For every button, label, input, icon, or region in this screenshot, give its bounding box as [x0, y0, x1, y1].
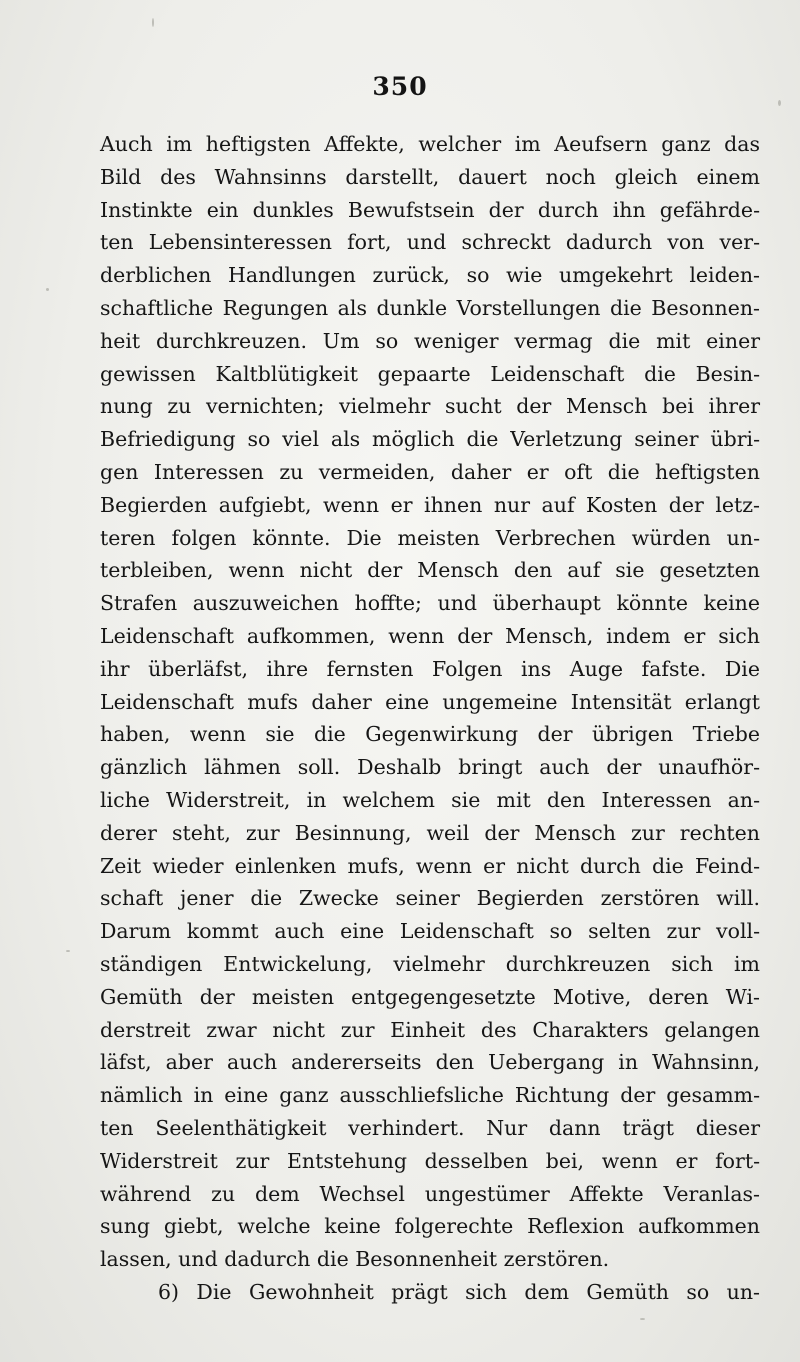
body-text — [100, 128, 760, 1309]
text-line: Begierden aufgiebt, wenn er ihnen nur auf Kosten der letz- — [100, 492, 760, 517]
text-line: teren folgen könnte. Die meisten Verbrechen würden un- — [100, 525, 760, 550]
text-line: gen Interessen zu vermeiden, daher er oft die heftigsten — [100, 459, 760, 484]
text-line: derstreit zwar nicht zur Einheit des Charakters gelangen — [100, 1017, 760, 1042]
paragraph-last-line: lassen, und dadurch die Besonnenheit zerstören. — [100, 1247, 610, 1272]
text-line: ten Lebensinteressen fort, und schreckt dadurch von ver- — [100, 230, 760, 255]
text-line: Strafen auszuweichen hoffte; und überhaupt könnte keine — [100, 591, 760, 616]
text-line: haben, wenn sie die Gegenwirkung der übrigen Triebe — [100, 722, 760, 747]
text-line: Widerstreit zur Entstehung desselben bei, wenn er fort- — [100, 1148, 760, 1173]
text-line: Zeit wieder einlenken mufs, wenn er nicht durch die Feind- — [100, 853, 760, 878]
paper-speck — [152, 18, 154, 27]
text-line: liche Widerstreit, in welchem sie mit den Interessen an- — [100, 787, 760, 812]
paper-speck — [640, 1318, 645, 1320]
text-line: Instinkte ein dunkles Bewufstsein der durch ihn gefährde- — [100, 197, 760, 222]
text-line: schaft jener die Zwecke seiner Begierden zerstören will. — [100, 886, 760, 911]
paper-speck — [66, 950, 70, 952]
text-line: Bild des Wahnsinns darstellt, dauert noch gleich einem — [100, 164, 760, 189]
paragraph-first-line: 6) Die Gewohnheit prägt sich dem Gemüth so un- — [158, 1279, 760, 1304]
text-line: heit durchkreuzen. Um so weniger vermag die mit einer — [100, 328, 760, 353]
text-line: gänzlich lähmen soll. Deshalb bringt auch der unaufhör- — [100, 755, 760, 780]
text-line: Leidenschaft mufs daher eine ungemeine Intensität erlangt — [100, 689, 760, 714]
text-line: während zu dem Wechsel ungestümer Affekte Veranlas- — [100, 1181, 760, 1206]
text-line: ihr überläfst, ihre fernsten Folgen ins Auge fafste. Die — [100, 656, 760, 681]
text-line: Darum kommt auch eine Leidenschaft so selten zur voll- — [100, 919, 760, 944]
text-line: sung giebt, welche keine folgerechte Reflexion aufkommen — [100, 1214, 760, 1239]
text-line: läfst, aber auch andererseits den Uebergang in Wahnsinn, — [100, 1050, 760, 1075]
text-line: ständigen Entwickelung, vielmehr durchkreuzen sich im — [100, 951, 760, 976]
text-line: ten Seelenthätigkeit verhindert. Nur dann trägt dieser — [100, 1115, 760, 1140]
text-line: derblichen Handlungen zurück, so wie umgekehrt leiden- — [100, 263, 760, 288]
text-line: derer steht, zur Besinnung, weil der Mensch zur rechten — [100, 820, 760, 845]
text-line: Leidenschaft aufkommen, wenn der Mensch, indem er sich — [100, 623, 760, 648]
page-number: 350 — [372, 72, 428, 101]
paper-speck — [46, 288, 49, 291]
text-line: Gemüth der meisten entgegengesetzte Motive, deren Wi- — [100, 984, 760, 1009]
text-line: schaftliche Regungen als dunkle Vorstellungen die Besonnen- — [100, 295, 760, 320]
text-line: gewissen Kaltblütigkeit gepaarte Leidenschaft die Besin- — [100, 361, 760, 386]
text-line: terbleiben, wenn nicht der Mensch den auf sie gesetzten — [100, 558, 760, 583]
text-line: nung zu vernichten; vielmehr sucht der Mensch bei ihrer — [100, 394, 760, 419]
text-line: Befriedigung so viel als möglich die Verletzung seiner übri- — [100, 427, 760, 452]
text-line: Auch im heftigsten Affekte, welcher im Aeufsern ganz das — [100, 132, 760, 156]
text-line: nämlich in eine ganz ausschliefsliche Richtung der gesamm- — [100, 1083, 760, 1108]
